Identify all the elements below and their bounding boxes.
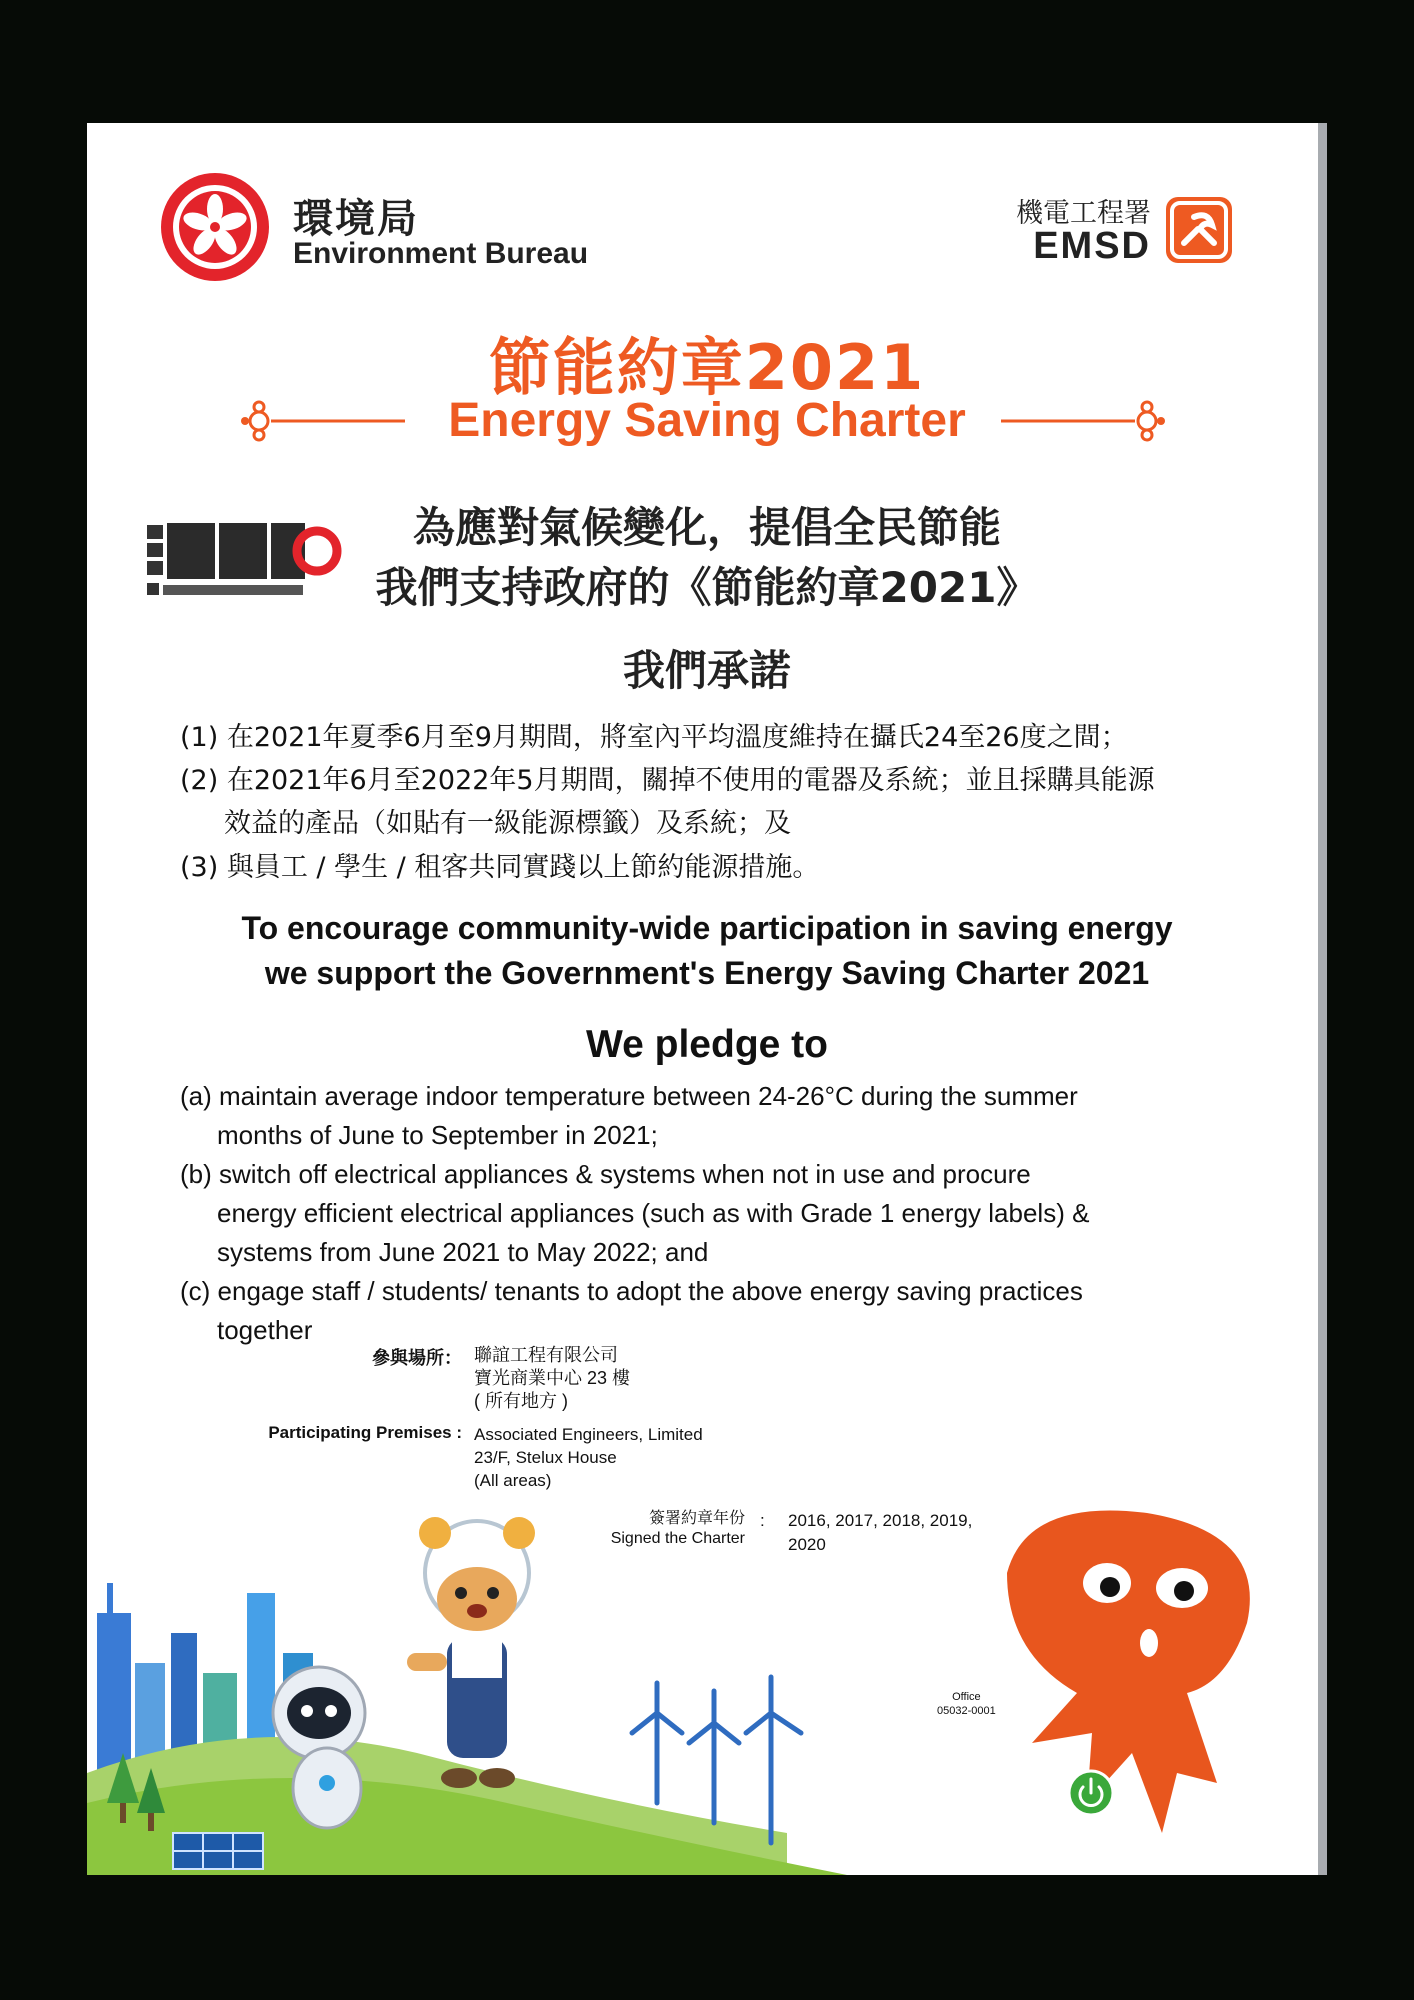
premises-en-line3: (All areas) <box>474 1471 552 1490</box>
signed-colon: : <box>760 1511 765 1530</box>
pledge-item-en-a-cont: months of June to September in 2021; <box>217 1120 658 1150</box>
premises-zh-line2: 寶光商業中心 23 樓 <box>474 1368 631 1388</box>
signed-label-zh: 簽署約章年份 <box>648 1510 745 1527</box>
premises-label-zh: 參與場所： <box>372 1348 462 1368</box>
bureau-name-en: Environment Bureau <box>293 237 589 270</box>
pledge-item-zh-2-cont: 效益的產品（如貼有一級能源標籤）及系統；及 <box>224 808 791 839</box>
bureau-name-zh: 環境局 <box>293 196 419 242</box>
emsd-name-en: EMSD <box>1033 225 1151 267</box>
title-zh: 節能約章2021 <box>488 331 926 404</box>
left-flourish-icon <box>237 393 407 449</box>
pledge-item-en-b-cont1: energy efficient electrical appliances (such as with Grade 1 energy labels) & <box>217 1198 1090 1228</box>
pledge-item-en-a: (a) maintain average indoor temperature between 24-26°C during the summer <box>180 1081 1078 1111</box>
premises-en-line2: 23/F, Stelux House <box>474 1448 617 1467</box>
right-flourish-icon <box>999 393 1169 449</box>
headline-en-line1: To encourage community-wide participation in saving energy <box>241 910 1173 946</box>
pledge-item-zh-2: (2) 在2021年6月至2022年5月期間，關掉不使用的電器及系統；並且採購具能源 <box>180 765 1155 796</box>
premises-value-en <box>474 1423 703 1492</box>
orange-energy-mascot-icon <box>1007 1511 1250 1834</box>
hong-kong-bauhinia-emblem-icon <box>159 171 271 283</box>
pledge-item-zh-1: (1) 在2021年夏季6月至9月期間，將室內平均溫度維持在攝氏24至26度之間； <box>180 722 1128 753</box>
emsd-name-zh: 機電工程署 <box>1016 198 1151 229</box>
office-code-value: 05032-0001 <box>937 1705 996 1717</box>
headline-en-line2: we support the Government's Energy Saving Charter 2021 <box>264 955 1150 991</box>
pledge-item-zh-3: (3) 與員工 / 學生 / 租客共同實踐以上節約能源措施。 <box>180 852 820 883</box>
pledge-heading-zh: 我們承諾 <box>622 646 791 695</box>
headline-zh-line1: 為應對氣候變化，提倡全民節能 <box>412 503 1001 552</box>
office-code <box>937 1690 996 1718</box>
bottom-illustration <box>87 1503 1327 1875</box>
premises-zh-line1: 聯誼工程有限公司 <box>474 1345 618 1365</box>
premises-label-en: Participating Premises : <box>268 1423 462 1442</box>
pledge-item-en-c: (c) engage staff / students/ tenants to adopt the above energy saving practices <box>180 1276 1083 1306</box>
pledge-item-en-b: (b) switch off electrical appliances & systems when not in use and procure <box>180 1159 1031 1189</box>
headline-zh-line2: 我們支持政府的《節能約章2021》 <box>375 563 1039 612</box>
solar-panel-icon <box>173 1833 263 1869</box>
pledge-item-en-b-cont2: systems from June 2021 to May 2022; and <box>217 1237 709 1267</box>
premises-value-zh <box>474 1344 630 1413</box>
signed-label-en: Signed the Charter <box>610 1530 745 1547</box>
pledge-item-en-c-cont: together <box>217 1315 313 1345</box>
bear-astronaut-mascot-icon <box>407 1517 535 1788</box>
signed-years-line1: 2016, 2017, 2018, 2019, <box>788 1511 973 1530</box>
signed-years-line2: 2020 <box>788 1535 826 1554</box>
premises-en-line1: Associated Engineers, Limited <box>474 1425 703 1444</box>
title-en: Energy Saving Charter <box>448 394 966 447</box>
office-label: Office <box>952 1691 981 1703</box>
pledge-heading-en: We pledge to <box>586 1023 828 1066</box>
charter-certificate <box>87 123 1327 1875</box>
emsd-logo-icon <box>1164 195 1234 265</box>
page-edge-shadow <box>1318 123 1327 1875</box>
premises-zh-line3: ( 所有地方 ) <box>474 1391 568 1411</box>
